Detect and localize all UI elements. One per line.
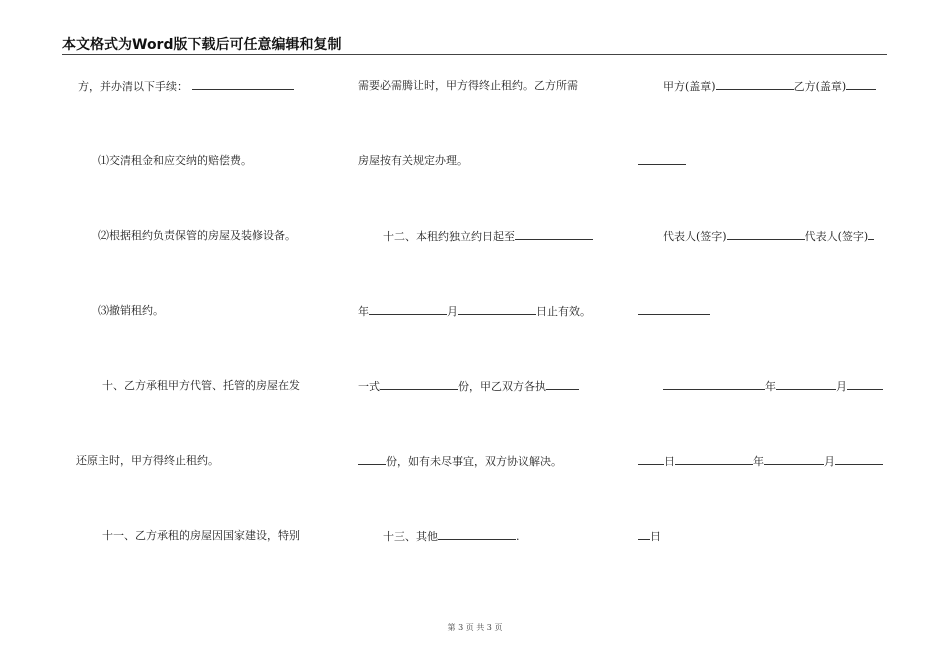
- right-line-7-day: 日: [650, 530, 661, 543]
- party-a-seal-label: 甲方(盖章): [663, 80, 716, 93]
- representative-b-label: 代表人(签字): [804, 230, 869, 243]
- right-line-7: [638, 529, 661, 544]
- blank-line: [638, 454, 664, 465]
- blank-line: [369, 304, 447, 315]
- page-number: 第 3 页 共 3 页: [447, 623, 503, 632]
- blank-line: [846, 79, 876, 90]
- right-line-5-month: 月: [836, 380, 847, 393]
- blank-line: [380, 379, 458, 390]
- right-line-6-day: 日: [664, 455, 675, 468]
- blank-line: [868, 229, 874, 240]
- right-line-5: [663, 379, 883, 394]
- right-line-6-year: 年: [753, 455, 764, 468]
- blank-line: [727, 229, 805, 240]
- left-line-7: 十一、乙方承租的房屋因国家建设，特别: [102, 529, 300, 542]
- middle-line-4-month: 月: [447, 305, 458, 318]
- blank-line: [458, 304, 536, 315]
- blank-line: [675, 454, 753, 465]
- left-line-4: ⑶撤销租约。: [98, 304, 164, 317]
- right-column: [636, 0, 950, 672]
- middle-line-4-day: 日止有效。: [536, 305, 591, 318]
- middle-line-2: 房屋按有关规定办理。: [358, 154, 468, 167]
- left-line-2: ⑴交清租金和应交纳的赔偿费。: [98, 154, 252, 167]
- middle-line-3: [383, 229, 593, 244]
- document-header-title: 本文格式为Word版下载后可任意编辑和复制: [62, 37, 342, 53]
- middle-line-5-copies: 一式: [358, 380, 380, 393]
- middle-line-4: [358, 304, 591, 319]
- blank-line: [847, 379, 883, 390]
- blank-line: [835, 454, 883, 465]
- right-line-6: [638, 454, 883, 469]
- middle-line-6-text: 份，如有未尽事宜，双方协议解决。: [386, 455, 562, 468]
- middle-line-7: [383, 529, 520, 544]
- blank-line: [546, 379, 579, 390]
- blank-line: [663, 379, 765, 390]
- left-line-3: ⑵根据租约负责保管的房屋及装修设备。: [98, 229, 296, 242]
- blank-line: [638, 304, 710, 315]
- right-line-5-year: 年: [765, 380, 776, 393]
- representative-a-label: 代表人(签字): [663, 230, 727, 243]
- middle-line-1: 需要必需腾让时，甲方得终止租约。乙方所需: [358, 79, 578, 92]
- middle-line-3-text: 十二、本租约独立约日起至: [383, 230, 515, 243]
- blank-line: [716, 79, 794, 90]
- right-line-4: [638, 304, 710, 319]
- blank-line: [776, 379, 836, 390]
- blank-line: [192, 79, 294, 90]
- middle-line-6: [358, 454, 562, 469]
- left-line-1-text: 方，并办清以下手续：: [78, 80, 188, 93]
- blank-line: [358, 454, 386, 465]
- left-line-6: 还原主时，甲方得终止租约。: [76, 454, 219, 467]
- middle-line-5: [358, 379, 579, 394]
- right-line-6-month: 月: [824, 455, 835, 468]
- blank-line: [638, 154, 686, 165]
- middle-line-7-period: .: [516, 530, 520, 543]
- left-column: [0, 0, 340, 672]
- middle-line-5-each: 份，甲乙双方各执: [458, 380, 546, 393]
- blank-line: [438, 529, 516, 540]
- right-line-2: [638, 154, 686, 169]
- middle-line-4-year: 年: [358, 305, 369, 318]
- left-line-1: [78, 79, 294, 94]
- right-line-1: [663, 79, 876, 94]
- party-b-seal-label: 乙方(盖章): [793, 80, 847, 93]
- middle-column: [340, 0, 640, 672]
- right-line-3: [663, 229, 874, 244]
- blank-line: [764, 454, 824, 465]
- blank-line: [638, 529, 650, 540]
- left-line-5: 十、乙方承租甲方代管、托管的房屋在发: [102, 379, 300, 392]
- blank-line: [515, 229, 593, 240]
- middle-line-7-text: 十三、其他: [383, 530, 438, 543]
